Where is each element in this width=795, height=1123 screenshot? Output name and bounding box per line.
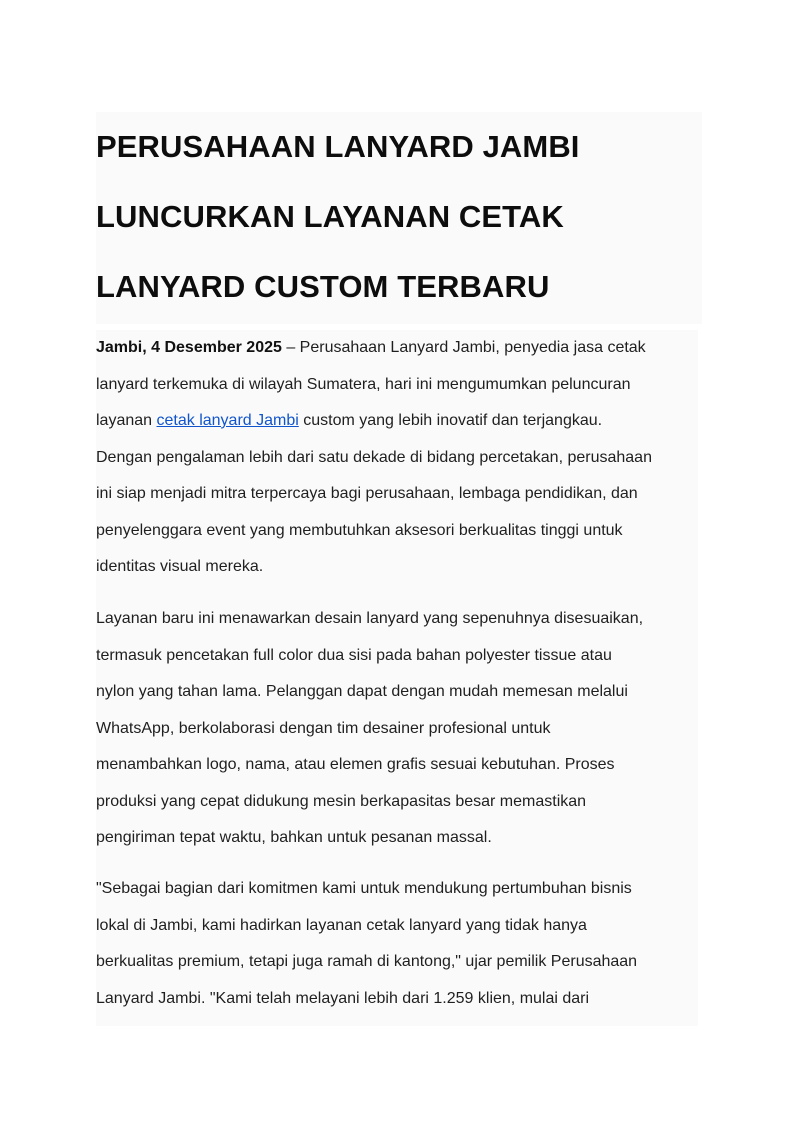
dateline: Jambi, 4 Desember 2025 (96, 339, 282, 356)
text-segment: – Perusahaan Lanyard Jambi, penyedia jasa cetak (281, 339, 646, 356)
text-line: WhatsApp, berkolaborasi dengan tim desainer profesional untuk (96, 719, 551, 737)
paragraph-intro (96, 330, 652, 586)
paragraph-service (96, 601, 643, 857)
text-line: penyelenggara event yang membutuhkan aksesori berkualitas tinggi untuk (96, 521, 623, 539)
text-line: Lanyard Jambi. "Kami telah melayani lebih dari 1.259 klien, mulai dari (96, 989, 590, 1007)
title-line: LANYARD CUSTOM TERBARU (96, 269, 550, 304)
text-line (96, 403, 652, 440)
title-block (96, 112, 702, 324)
text-line: Layanan baru ini menawarkan desain lanyard yang sepenuhnya disesuaikan, (96, 610, 644, 627)
text-line: lokal di Jambi, kami hadirkan layanan cetak lanyard yang tidak hanya (96, 916, 587, 934)
cetak-lanyard-jambi-link[interactable]: cetak lanyard Jambi (156, 412, 299, 429)
text-line: nylon yang tahan lama. Pelanggan dapat dengan mudah memesan melalui (96, 683, 628, 700)
text-line: Dengan pengalaman lebih dari satu dekade di bidang percetakan, perusahaan (96, 448, 652, 466)
text-line: pengiriman tepat waktu, bahkan untuk pesanan massal. (96, 829, 492, 846)
paragraph-quote (96, 871, 637, 1017)
text-line: produksi yang cepat didukung mesin berkapasitas besar memastikan (96, 792, 587, 810)
title-line: PERUSAHAAN LANYARD JAMBI (96, 129, 580, 164)
text-line: berkualitas premium, tetapi juga ramah di kantong," ujar pemilik Perusahaan (96, 953, 638, 970)
text-segment: layanan (96, 412, 157, 429)
text-line: ini siap menjadi mitra terpercaya bagi perusahaan, lembaga pendidikan, dan (96, 485, 638, 502)
text-line (96, 330, 652, 367)
text-line: termasuk pencetakan full color dua sisi pada bahan polyester tissue atau (96, 646, 612, 664)
text-segment: custom yang lebih inovatif dan terjangkau. (298, 412, 603, 429)
text-line: lanyard terkemuka di wilayah Sumatera, hari ini mengumumkan peluncuran (96, 375, 631, 393)
text-line: identitas visual mereka. (96, 558, 264, 575)
title-line: LUNCURKAN LAYANAN CETAK (96, 199, 564, 234)
text-line: menambahkan logo, nama, atau elemen grafis sesuai kebutuhan. Proses (96, 756, 615, 773)
article-body (96, 330, 698, 1026)
text-line: "Sebagai bagian dari komitmen kami untuk mendukung pertumbuhan bisnis (96, 880, 632, 897)
page-title (96, 112, 702, 322)
